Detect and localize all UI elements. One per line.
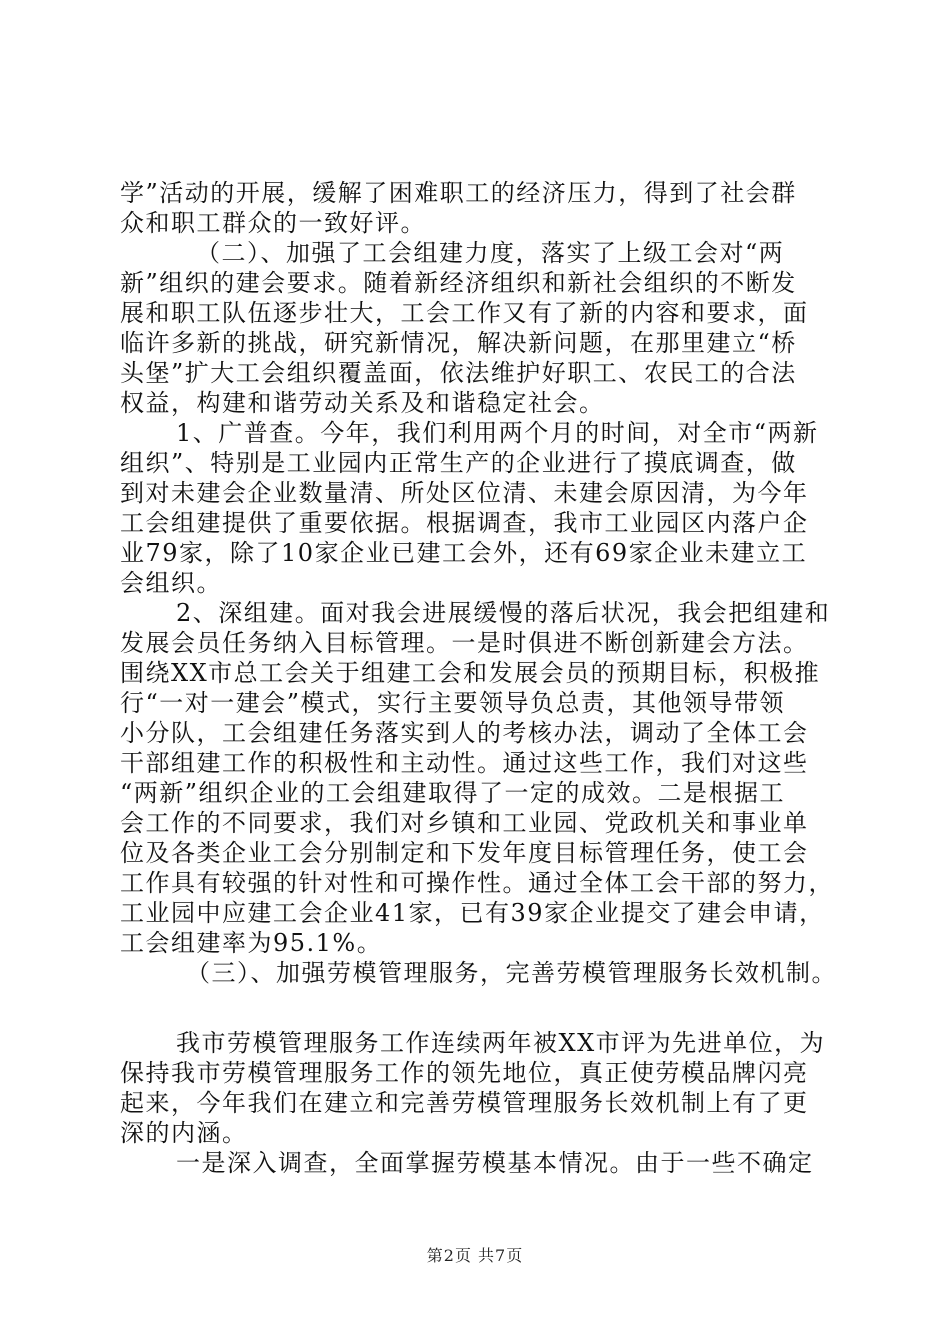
page-footer: 第2页 共7页	[426, 1246, 524, 1265]
text-line: 我市劳模管理服务工作连续两年被XX市评为先进单位，为	[176, 1029, 826, 1057]
text-line: 位及各类企业工会分别制定和下发年度目标管理任务，使工会	[120, 839, 809, 867]
text-line: 众和职工群众的一致好评。	[120, 209, 426, 237]
text-line: 业79家，除了10家企业已建工会外，还有69家企业未建立工	[120, 539, 808, 567]
text-line: 权益，构建和谐劳动关系及和谐稳定社会。	[120, 389, 605, 417]
text-line: （二）、加强了工会组建力度，落实了上级工会对“两	[196, 239, 785, 267]
text-line: 行“一对一建会”模式，实行主要领导负总责，其他领导带领	[120, 689, 786, 717]
text-line: 到对未建会企业数量清、所处区位清、未建会原因清，为今年	[120, 479, 809, 507]
text-line: 起来，今年我们在建立和完善劳模管理服务长效机制上有了更	[120, 1089, 809, 1117]
text-line: 新”组织的建会要求。随着新经济组织和新社会组织的不断发	[120, 269, 797, 297]
text-line: 展和职工队伍逐步壮大，工会工作又有了新的内容和要求，面	[120, 299, 809, 327]
text-line: 头堡”扩大工会组织覆盖面，依法维护好职工、农民工的合法	[120, 359, 797, 387]
text-line: 会组织。	[120, 569, 222, 597]
text-line: 学”活动的开展，缓解了困难职工的经济压力，得到了社会群	[120, 179, 797, 207]
text-line: 工会组建提供了重要依据。根据调查，我市工业园区内落户企	[120, 509, 809, 537]
text-line: 1、广普查。今年，我们利用两个月的时间，对全市“两新	[176, 419, 819, 447]
text-line: 会工作的不同要求，我们对乡镇和工业园、党政机关和事业单	[120, 809, 809, 837]
text-line: 工业园中应建工会企业41家，已有39家企业提交了建会申请，	[120, 899, 825, 927]
text-line: 组织”、特别是工业园内正常生产的企业进行了摸底调查，做	[120, 449, 797, 477]
text-line: 2、深组建。面对我会进展缓慢的落后状况，我会把组建和	[176, 599, 831, 627]
text-line: 保持我市劳模管理服务工作的领先地位，真正使劳模品牌闪亮	[120, 1059, 809, 1087]
text-line: 临许多新的挑战，研究新情况，解决新问题，在那里建立“桥	[120, 329, 797, 357]
section-heading: （三）、加强劳模管理服务，完善劳模管理服务长效机制。	[186, 959, 837, 987]
text-line: 工作具有较强的针对性和可操作性。通过全体工会干部的努力，	[120, 869, 834, 897]
text-line: “两新”组织企业的工会组建取得了一定的成效。二是根据工	[120, 779, 786, 807]
text-line: 围绕XX市总工会关于组建工会和发展会员的预期目标，积极推	[120, 659, 821, 687]
text-line: 发展会员任务纳入目标管理。一是时俱进不断创新建会方法。	[120, 629, 809, 657]
text-line: 小分队，工会组建任务落实到人的考核办法，调动了全体工会	[120, 719, 809, 747]
text-line: 深的内涵。	[120, 1119, 248, 1147]
text-line: 工会组建率为95.1%。	[120, 929, 383, 957]
text-line: 一是深入调查，全面掌握劳模基本情况。由于一些不确定	[176, 1149, 814, 1177]
text-line: 干部组建工作的积极性和主动性。通过这些工作，我们对这些	[120, 749, 809, 777]
